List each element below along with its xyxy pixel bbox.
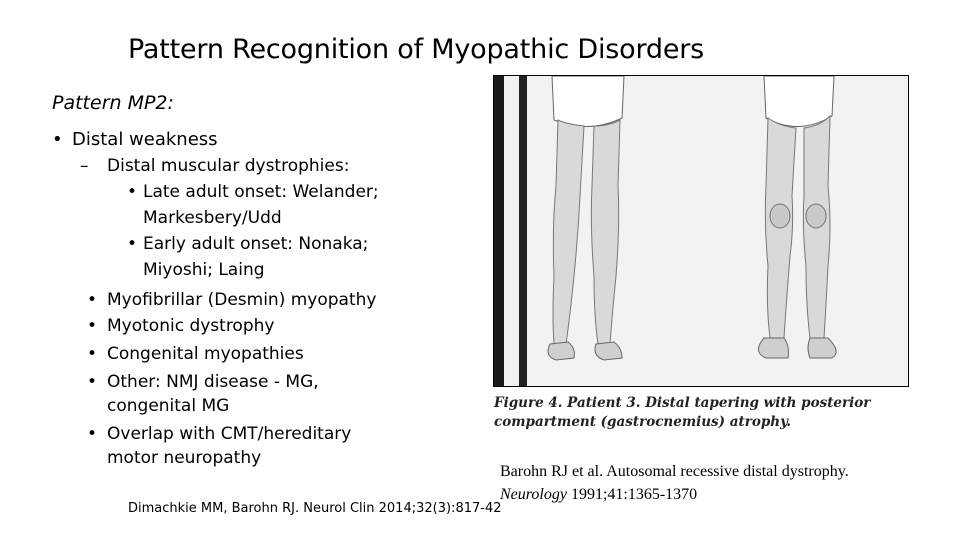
reference-journal: Neurology	[500, 486, 567, 503]
bullet-late-onset: Late adult onset: Welander;	[143, 182, 379, 202]
bullet-early-onset-cont: Miyoshi; Laing	[143, 260, 265, 280]
bullet-dot: •	[87, 344, 98, 364]
reference-line-2	[500, 486, 697, 504]
bullet-early-onset: Early adult onset: Nonaka;	[143, 234, 369, 254]
bullet-overlap-cont: motor neuropathy	[107, 448, 262, 468]
bullet-dot: •	[52, 129, 63, 150]
reference-details: 1991;41:1365-1370	[566, 486, 698, 503]
bullet-dot: •	[127, 234, 138, 254]
pattern-heading: Pattern MP2:	[52, 92, 174, 114]
slide-title: Pattern Recognition of Myopathic Disorders	[128, 34, 705, 65]
reference-line-1: Barohn RJ et al. Autosomal recessive distal dystrophy.	[500, 463, 849, 480]
caption-line-2: compartment (gastrocnemius) atrophy.	[494, 414, 792, 430]
bullet-dot: •	[87, 290, 98, 310]
bullet-myofibrillar: Myofibrillar (Desmin) myopathy	[107, 290, 377, 310]
dash-bullet: –	[80, 156, 89, 176]
bullet-dot: •	[87, 316, 98, 336]
bullet-congenital: Congenital myopathies	[107, 344, 304, 364]
bullet-distal-weakness: Distal weakness	[72, 129, 218, 150]
bullet-dot: •	[127, 182, 138, 202]
caption-line-1: Figure 4. Patient 3. Distal tapering with posterior	[494, 395, 871, 411]
bullet-dot: •	[87, 372, 98, 392]
bullet-late-onset-cont: Markesbery/Udd	[143, 208, 282, 228]
figure-caption	[494, 394, 914, 432]
bullet-overlap: Overlap with CMT/hereditary	[107, 424, 352, 444]
bullet-other: Other: NMJ disease - MG,	[107, 372, 319, 392]
bullet-myotonic: Myotonic dystrophy	[107, 316, 275, 336]
legs-illustration	[494, 76, 908, 386]
bullet-other-cont: congenital MG	[107, 396, 230, 416]
bullet-dot: •	[87, 424, 98, 444]
bullet-distal-md: Distal muscular dystrophies:	[107, 156, 350, 176]
citation: Dimachkie MM, Barohn RJ. Neurol Clin 2014;32(3):817-42	[128, 501, 502, 516]
patient-legs-photo	[493, 75, 909, 387]
